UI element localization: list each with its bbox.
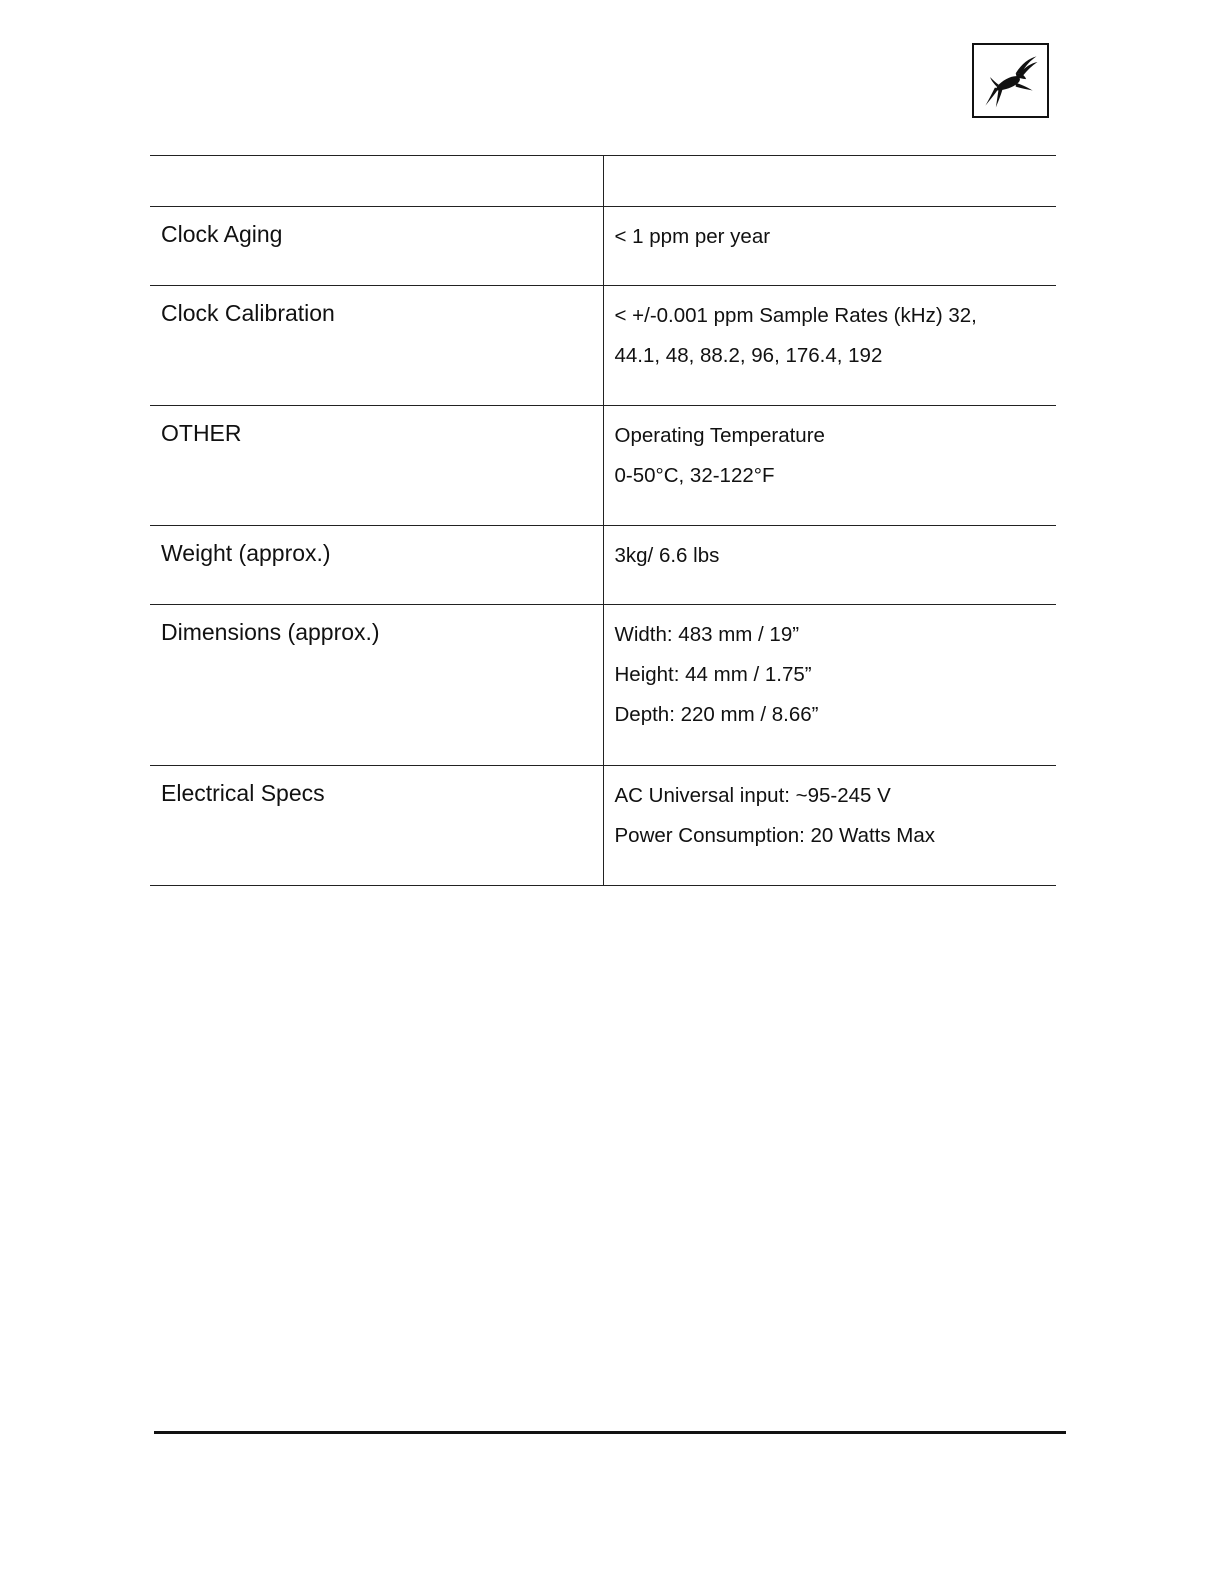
table-row [150,406,1056,526]
footer-divider [154,1431,1066,1434]
header-cell [150,156,603,207]
spec-value [603,526,1056,605]
spec-value [603,286,1056,406]
spec-value-line: AC Universal input: ~95-245 V [614,784,891,807]
table-row [150,766,1056,886]
spec-label: Electrical Specs [150,766,603,886]
spec-value [603,406,1056,526]
spec-label: OTHER [150,406,603,526]
spec-value-line: Depth: 220 mm / 8.66” [614,703,819,726]
spec-label: Dimensions (approx.) [150,605,603,766]
spec-value-line: Width: 483 mm / 19” [614,623,800,646]
spec-value-line: < +/-0.001 ppm Sample Rates (kHz) 32, [614,304,977,327]
spec-label: Weight (approx.) [150,526,603,605]
header-cell [603,156,1056,207]
table-row [150,286,1056,406]
leaping-antelope-icon [974,45,1047,116]
table-row [150,526,1056,605]
spec-value [603,207,1056,286]
spec-label: Clock Calibration [150,286,603,406]
spec-value [603,766,1056,886]
spec-value-line: 3kg/ 6.6 lbs [614,544,720,567]
spec-value-line: Operating Temperature [614,424,825,447]
table-row [150,207,1056,286]
spec-value-line: 44.1, 48, 88.2, 96, 176.4, 192 [614,344,883,367]
spec-value-line: < 1 ppm per year [614,225,771,248]
brand-logo [972,43,1049,118]
table-header-row [150,156,1056,207]
table-row [150,605,1056,766]
spec-value [603,605,1056,766]
spec-label: Clock Aging [150,207,603,286]
spec-value-line: Height: 44 mm / 1.75” [614,663,812,686]
spec-value-line: 0-50°C, 32-122°F [614,464,775,487]
specifications-table [150,155,1056,886]
spec-value-line: Power Consumption: 20 Watts Max [614,824,936,847]
